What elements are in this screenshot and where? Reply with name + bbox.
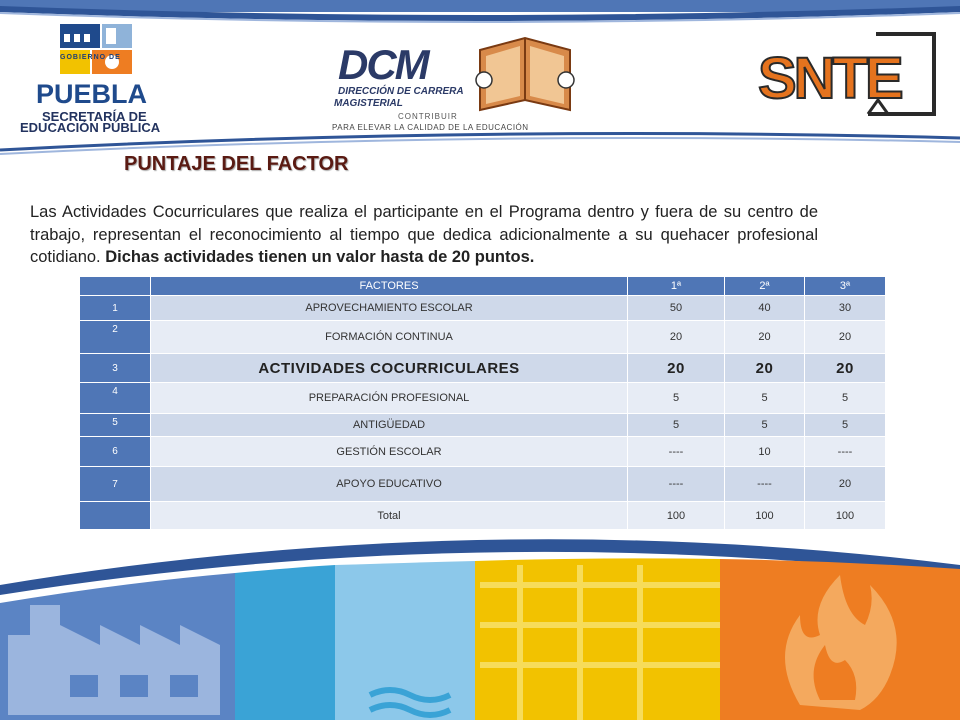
row-value-2: 5 [725, 414, 805, 437]
table-row [80, 414, 886, 437]
row-value-2: 20 [725, 321, 805, 354]
row-number: 5 [80, 414, 151, 437]
row-value-1: 5 [628, 414, 725, 437]
row-number: 2 [80, 321, 151, 354]
header-factores: FACTORES [151, 277, 628, 296]
svg-text:SNTE: SNTE [758, 46, 901, 111]
row-factor: APOYO EDUCATIVO [151, 467, 628, 502]
row-value-1: 50 [628, 296, 725, 321]
snte-logo-icon [756, 28, 940, 120]
puebla-secretaria-label: SECRETARÍA DE [42, 109, 147, 124]
dcm-book-icon [470, 30, 580, 122]
table-row [80, 383, 886, 414]
row-value-3: ---- [805, 437, 886, 467]
row-value-2: ---- [725, 467, 805, 502]
row-value-3: 5 [805, 414, 886, 437]
puebla-logo-icon [60, 24, 144, 76]
puebla-name: PUEBLA [36, 79, 148, 109]
puebla-educacion-label: EDUCACIÓN PÚBLICA [20, 120, 161, 135]
table-row [80, 437, 886, 467]
row-number: 3 [80, 354, 151, 383]
header-level-1: 1ª [628, 277, 725, 296]
table-row [80, 321, 886, 354]
header-num-cell [80, 277, 151, 296]
row-factor: FORMACIÓN CONTINUA [151, 321, 628, 354]
total-value-1: 100 [628, 502, 725, 530]
row-value-3: 5 [805, 383, 886, 414]
row-value-3: 20 [805, 321, 886, 354]
dcm-direccion-label: DIRECCIÓN DE CARRERA [338, 86, 464, 97]
row-value-1: 5 [628, 383, 725, 414]
top-frame-band [0, 0, 960, 26]
row-factor: PREPARACIÓN PROFESIONAL [151, 383, 628, 414]
row-value-2: 10 [725, 437, 805, 467]
row-value-3: 20 [805, 354, 886, 383]
row-value-1: ---- [628, 437, 725, 467]
row-number: 4 [80, 383, 151, 414]
description-text: Las Actividades Cocurriculares que realiza el participante en el Programa dentro y fuera de su centro de trabajo, representan el reconocimiento al tiempo que dedica adicionalmente a su quehacer profesional cotidiano. [30, 203, 818, 266]
header-level-2: 2ª [725, 277, 805, 296]
row-value-1: ---- [628, 467, 725, 502]
row-value-2: 5 [725, 383, 805, 414]
row-number: 7 [80, 467, 151, 502]
factor-score-table [79, 276, 886, 530]
table-header-row [80, 277, 886, 296]
row-value-1: 20 [628, 354, 725, 383]
row-value-3: 20 [805, 467, 886, 502]
row-factor: GESTIÓN ESCOLAR [151, 437, 628, 467]
table-row [80, 467, 886, 502]
row-factor: APROVECHAMIENTO ESCOLAR [151, 296, 628, 321]
row-number: 1 [80, 296, 151, 321]
total-value-2: 100 [725, 502, 805, 530]
row-value-2: 20 [725, 354, 805, 383]
row-number: 6 [80, 437, 151, 467]
description-bold-text: Dichas actividades tienen un valor hasta de 20 puntos. [105, 248, 535, 266]
description-paragraph [30, 201, 818, 269]
puebla-gobierno-label: GOBIERNO DE [60, 54, 121, 61]
total-label: Total [151, 502, 628, 530]
footer-decorative-banner [0, 525, 960, 720]
dcm-magisterial-label: MAGISTERIAL [334, 98, 403, 109]
row-factor: ANTIGÜEDAD [151, 414, 628, 437]
row-value-3: 30 [805, 296, 886, 321]
row-value-1: 20 [628, 321, 725, 354]
dcm-wordmark: DCM [338, 41, 428, 88]
table-row-highlighted [80, 354, 886, 383]
row-factor: ACTIVIDADES COCURRICULARES [151, 354, 628, 383]
dcm-contribuir-label: CONTRIBUIR [398, 112, 458, 121]
row-value-2: 40 [725, 296, 805, 321]
header-level-3: 3ª [805, 277, 886, 296]
slide-title: PUNTAJE DEL FACTOR [124, 153, 349, 175]
table-row [80, 296, 886, 321]
dcm-slogan-label: PARA ELEVAR LA CALIDAD DE LA EDUCACIÓN [332, 123, 529, 132]
total-value-3: 100 [805, 502, 886, 530]
